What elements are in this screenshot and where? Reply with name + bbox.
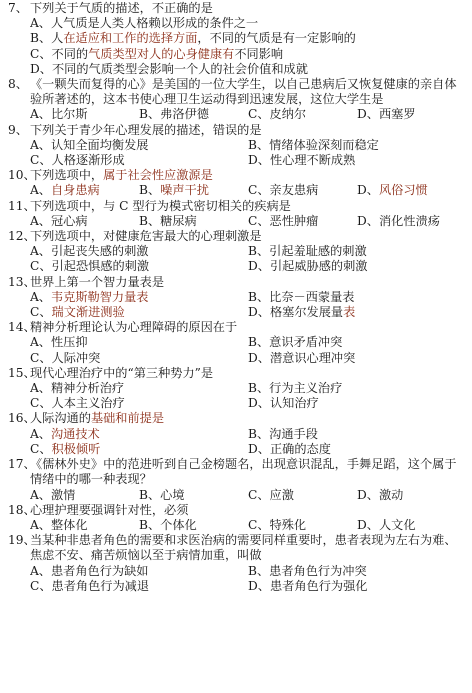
answer-option <box>30 183 139 198</box>
question-10 <box>8 168 466 198</box>
answer-option <box>30 244 248 259</box>
highlighted-text: 气质类型对人的心身健康有 <box>88 46 235 61</box>
question-stem <box>8 411 466 426</box>
answer-option <box>248 579 466 594</box>
highlighted-text: 韦克斯勒智力量表 <box>51 289 149 304</box>
question-number: 18、 <box>8 502 36 517</box>
answer-option <box>30 381 248 396</box>
option-row <box>8 138 466 153</box>
answer-option <box>30 488 139 503</box>
option-row <box>8 396 466 411</box>
option-text: C、恶性肿瘤 <box>248 213 319 228</box>
option-row <box>8 335 466 350</box>
highlighted-text: 噪声干扰 <box>160 183 209 198</box>
option-text: A、人气质是人类人格赖以形成的条件之一 <box>30 16 259 31</box>
option-text: B、沟通手段 <box>248 426 318 441</box>
option-text: B、个体化 <box>139 517 197 532</box>
question-stem <box>8 275 466 290</box>
option-text: D、潜意识心理冲突 <box>248 350 356 365</box>
answer-option <box>248 244 466 259</box>
question-stem <box>8 503 466 518</box>
answer-option <box>357 183 466 198</box>
highlighted-text: 沟通技术 <box>51 426 100 441</box>
question-stem <box>8 199 466 214</box>
option-text: A、 <box>30 183 51 198</box>
option-text: B、情绪体验深刻而稳定 <box>248 137 379 152</box>
answer-option <box>248 290 466 305</box>
stem-text: 《一颗失而复得的心》是美国的一位大学生，以自己患病后又恢复健康的亲自体验所著述的，这本书使心理卫生运动得到迅速发展，这位大学生是 <box>30 77 457 107</box>
stem-text: 当某种非患者角色的需要和求医治病的需要同样重要时，患者表现为左右为难、焦虑不安、痛苦烦恼以至于病情加重，叫做 <box>30 533 457 563</box>
option-row <box>8 518 466 533</box>
question-16 <box>8 411 466 457</box>
question-number: 7、 <box>8 1 28 15</box>
option-text: C、 <box>30 305 52 320</box>
question-17 <box>8 457 466 503</box>
answer-option <box>248 396 466 411</box>
question-stem <box>8 366 466 381</box>
question-stem <box>8 229 466 244</box>
option-text: B、行为主义治疗 <box>248 381 343 396</box>
option-text: B、比奈－西蒙量表 <box>248 289 355 304</box>
stem-text: 精神分析理论认为心理障碍的原因在于 <box>30 320 238 335</box>
option-text: D、正确的态度 <box>248 441 331 456</box>
question-number: 17、 <box>8 457 36 472</box>
option-text: D、格塞尔发展量 <box>248 305 344 320</box>
answer-option <box>248 214 357 229</box>
option-text: B、患者角色行为冲突 <box>248 563 367 578</box>
option-row <box>8 381 466 396</box>
answer-option <box>30 31 466 46</box>
option-text: D、人文化 <box>357 517 416 532</box>
option-text: C、人本主义治疗 <box>30 396 125 411</box>
option-text: A、引起丧失感的刺激 <box>30 244 149 259</box>
option-text: D、患者角色行为强化 <box>248 578 368 593</box>
stem-text: 下列选项中， <box>30 168 104 183</box>
option-text: C、 <box>30 441 52 456</box>
option-row <box>8 107 466 122</box>
option-text: 不同影响 <box>234 46 284 61</box>
option-row <box>8 564 466 579</box>
option-text: A、比尔斯 <box>30 107 88 122</box>
answer-option <box>30 396 248 411</box>
question-14 <box>8 320 466 366</box>
answer-option <box>248 442 466 457</box>
option-row <box>8 427 466 442</box>
option-text: B、糖尿病 <box>139 213 197 228</box>
option-row <box>8 183 466 198</box>
question-stem <box>8 533 466 563</box>
option-text: A、患者角色行为缺如 <box>30 563 149 578</box>
question-11 <box>8 199 466 229</box>
option-text: C、特殊化 <box>248 517 307 532</box>
question-stem <box>8 123 466 138</box>
answer-option <box>248 259 466 274</box>
answer-option <box>30 259 248 274</box>
question-number: 12、 <box>8 229 36 244</box>
question-18 <box>8 503 466 533</box>
question-number: 10、 <box>8 168 36 183</box>
option-text: D、认知治疗 <box>248 396 319 411</box>
option-row <box>8 259 466 274</box>
question-stem <box>8 168 466 183</box>
answer-option <box>248 107 357 122</box>
question-19 <box>8 533 466 594</box>
question-8 <box>8 77 466 123</box>
answer-option <box>30 518 139 533</box>
question-stem <box>8 457 466 487</box>
highlighted-text: 属于社会性应激源是 <box>103 168 213 183</box>
option-text: A、 <box>30 426 51 441</box>
answer-option <box>248 138 466 153</box>
option-text: A、 <box>30 289 51 304</box>
answer-option <box>248 305 466 320</box>
stem-text: 人际沟通的 <box>30 411 91 426</box>
stem-text: 世界上第一个智力量表是 <box>30 274 165 289</box>
highlighted-text: 表 <box>343 305 356 320</box>
option-text: A、冠心病 <box>30 213 88 228</box>
answer-option <box>139 518 248 533</box>
answer-option <box>30 290 248 305</box>
stem-text: 下列选项中，对健康危害最大的心理刺激是 <box>30 229 262 244</box>
option-row <box>8 47 466 62</box>
option-row <box>8 153 466 168</box>
option-text: C、人际冲突 <box>30 350 101 365</box>
question-15 <box>8 366 466 412</box>
question-stem <box>8 77 466 107</box>
question-7 <box>8 1 466 77</box>
answer-option <box>357 488 466 503</box>
stem-text: 《儒林外史》中的范进听到自己金榜题名，出现意识混乱，手舞足蹈，这个属于情绪中的哪一种表现？ <box>30 457 457 487</box>
answer-option <box>248 564 466 579</box>
option-text: C、应激 <box>248 487 294 502</box>
answer-option <box>30 564 248 579</box>
answer-option <box>30 427 248 442</box>
option-row <box>8 305 466 320</box>
option-row <box>8 290 466 305</box>
option-text: D、西塞罗 <box>357 107 416 122</box>
option-text: A、整体化 <box>30 517 88 532</box>
option-row <box>8 579 466 594</box>
question-9 <box>8 123 466 169</box>
stem-text: 现代心理治疗中的“第三种势力”是 <box>30 365 214 380</box>
option-text: C、人格逐渐形成 <box>30 153 125 168</box>
answer-option <box>30 305 248 320</box>
option-text: B、心境 <box>139 487 185 502</box>
answer-option <box>248 427 466 442</box>
answer-option <box>30 62 466 77</box>
highlighted-text: 自身患病 <box>51 183 100 198</box>
option-text: C、亲友患病 <box>248 183 319 198</box>
option-text: B、意识矛盾冲突 <box>248 335 343 350</box>
option-row <box>8 351 466 366</box>
option-text: B、人 <box>30 31 64 46</box>
option-row <box>8 244 466 259</box>
option-text: C、不同的 <box>30 46 89 61</box>
answer-option <box>357 518 466 533</box>
option-text: B、引起羞耻感的刺激 <box>248 244 367 259</box>
option-text: D、引起威胁感的刺激 <box>248 259 368 274</box>
option-row <box>8 16 466 31</box>
highlighted-text: 瑞文渐进测验 <box>51 305 125 320</box>
option-text: D、性心理不断成熟 <box>248 153 356 168</box>
question-number: 11、 <box>8 198 36 213</box>
answer-option <box>30 335 248 350</box>
answer-option <box>248 351 466 366</box>
question-number: 19、 <box>8 533 36 548</box>
answer-option <box>30 153 248 168</box>
answer-option <box>30 138 248 153</box>
stem-text: 下列关于气质的描述，不正确的是 <box>30 1 213 15</box>
option-row <box>8 31 466 46</box>
option-text: B、弗洛伊德 <box>139 107 209 122</box>
option-row <box>8 62 466 77</box>
option-text: A、认知全面均衡发展 <box>30 137 149 152</box>
question-number: 14、 <box>8 320 36 335</box>
option-row <box>8 214 466 229</box>
stem-text: 心理护理要强调针对性，必须 <box>30 502 189 517</box>
option-text: C、皮纳尔 <box>248 107 307 122</box>
option-text: C、引起恐惧感的刺激 <box>30 259 150 274</box>
answer-option <box>248 153 466 168</box>
answer-option <box>248 335 466 350</box>
option-text: B、 <box>139 183 161 198</box>
question-13 <box>8 275 466 321</box>
answer-option <box>139 214 248 229</box>
question-stem <box>8 1 466 16</box>
answer-option <box>248 381 466 396</box>
option-text: D、 <box>357 183 379 198</box>
question-number: 15、 <box>8 365 36 380</box>
answer-option <box>357 107 466 122</box>
highlighted-text: 风俗习惯 <box>378 183 428 198</box>
option-text: A、性压抑 <box>30 335 88 350</box>
question-number: 9、 <box>8 122 28 137</box>
answer-option <box>30 16 466 31</box>
option-text: A、精神分析治疗 <box>30 381 125 396</box>
highlighted-text: 积极倾听 <box>51 441 101 456</box>
answer-option <box>139 183 248 198</box>
question-number: 13、 <box>8 274 36 289</box>
answer-option <box>139 488 248 503</box>
option-text: C、患者角色行为减退 <box>30 578 150 593</box>
answer-option <box>357 214 466 229</box>
answer-option <box>248 518 357 533</box>
answer-option <box>30 47 466 62</box>
question-12 <box>8 229 466 275</box>
answer-option <box>248 488 357 503</box>
option-text: D、消化性溃疡 <box>357 213 440 228</box>
question-stem <box>8 320 466 335</box>
highlighted-text: 在适应和工作的选择方面 <box>63 31 198 46</box>
option-row <box>8 442 466 457</box>
question-number: 16、 <box>8 411 36 426</box>
answer-option <box>30 214 139 229</box>
option-text: D、不同的气质类型会影响一个人的社会价值和成就 <box>30 61 308 76</box>
option-text: D、激动 <box>357 487 404 502</box>
question-number: 8、 <box>8 77 28 92</box>
option-row <box>8 488 466 503</box>
answer-option <box>30 442 248 457</box>
answer-option <box>139 107 248 122</box>
answer-option <box>30 107 139 122</box>
answer-option <box>30 579 248 594</box>
answer-option <box>30 351 248 366</box>
stem-text: 下列选项中，与 C 型行为模式密切相关的疾病是 <box>30 198 291 213</box>
stem-text: 下列关于青少年心理发展的描述，错误的是 <box>30 122 262 137</box>
answer-option <box>248 183 357 198</box>
option-text: ，不同的气质是有一定影响的 <box>197 31 356 46</box>
option-text: A、激情 <box>30 487 76 502</box>
highlighted-text: 基础和前提是 <box>90 411 165 426</box>
